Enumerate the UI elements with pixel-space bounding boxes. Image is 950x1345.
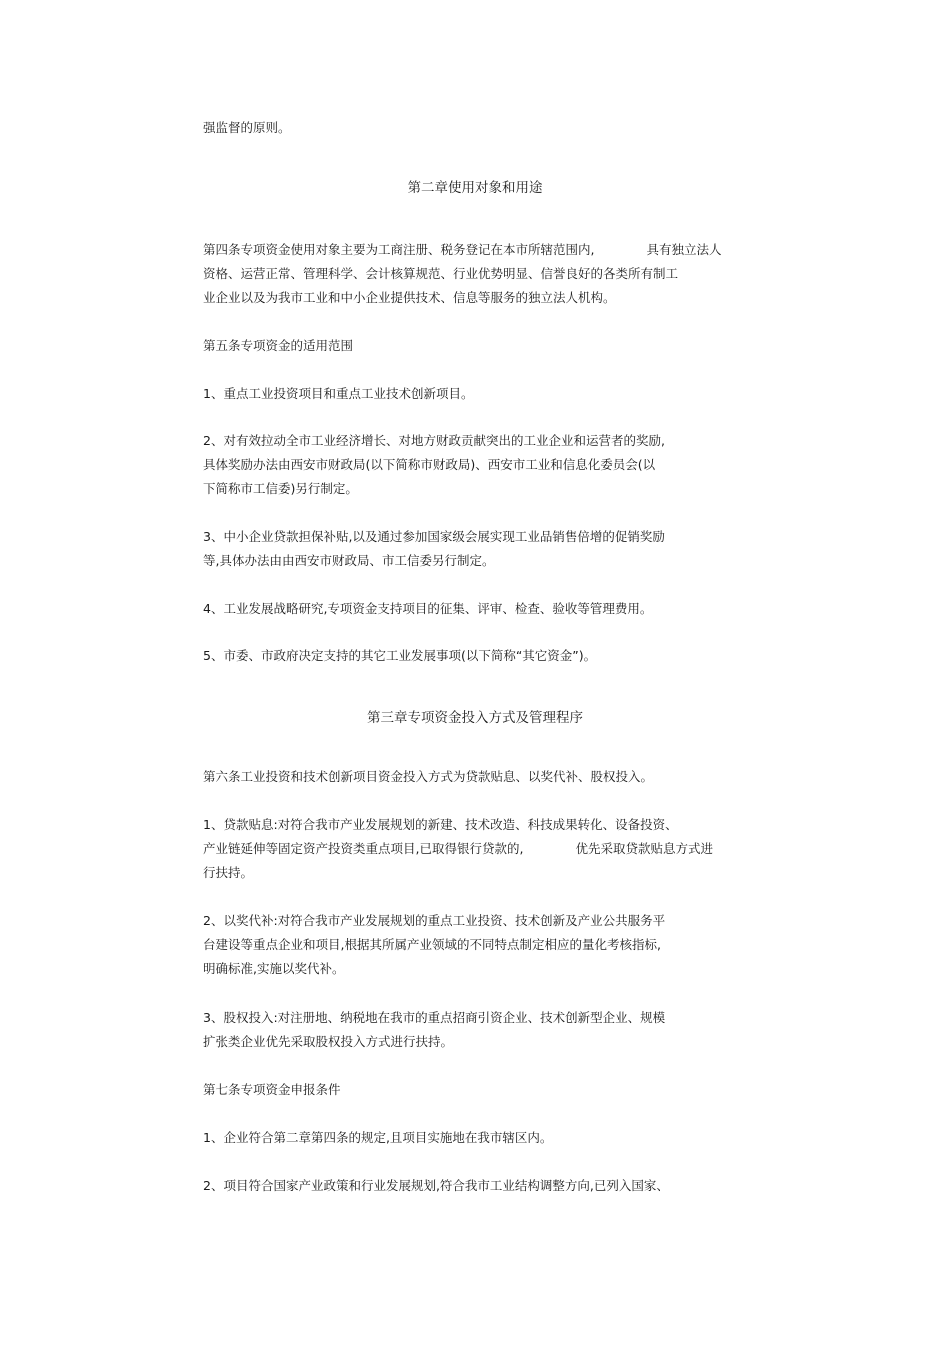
paragraph-line: 资格、运营正常、管理科学、会计核算规范、行业优势明显、信誉良好的各类所有制工 <box>203 266 679 281</box>
paragraph-line: 业企业以及为我市工业和中小企业提供技术、信息等服务的独立法人机构。 <box>203 290 616 305</box>
paragraph-line <box>203 242 722 258</box>
paragraph-line: 等,具体办法由由西安市财政局、市工信委另行制定。 <box>203 553 495 568</box>
paragraph-line: 行扶持。 <box>203 865 254 880</box>
paragraph-line: 扩张类企业优先采取股权投入方式进行扶持。 <box>203 1034 454 1049</box>
list-item: 3、中小企业贷款担保补贴,以及通过参加国家级会展实现工业品销售倍增的促销奖励 <box>203 529 665 544</box>
list-item: 4、工业发展战略研究,专项资金支持项目的征集、评审、检查、验收等管理费用。 <box>203 601 653 616</box>
paragraph-line: 强监督的原则。 <box>203 120 291 135</box>
article-heading: 第五条专项资金的适用范围 <box>203 338 354 353</box>
text-segment: 优先采取贷款贴息方式进 <box>575 841 713 856</box>
paragraph-line: 明确标准,实施以奖代补。 <box>203 961 345 976</box>
list-item: 1、重点工业投资项目和重点工业技术创新项目。 <box>203 386 474 401</box>
list-item: 2、项目符合国家产业政策和行业发展规划,符合我市工业结构调整方向,已列入国家、 <box>203 1178 669 1193</box>
text-segment: 具有独立法人 <box>646 242 722 257</box>
list-item: 5、市委、市政府决定支持的其它工业发展事项(以下简称“其它资金”)。 <box>203 648 597 663</box>
chapter-heading: 第三章专项资金投入方式及管理程序 <box>367 710 583 726</box>
paragraph-line: 下简称市工信委)另行制定。 <box>203 481 358 496</box>
text-segment: 产业链延伸等固定资产投资类重点项目,已取得银行贷款的, <box>203 841 524 856</box>
list-item: 2、对有效拉动全市工业经济增长、对地方财政贡献突出的工业企业和运营者的奖励, <box>203 433 665 448</box>
list-item: 3、股权投入:对注册地、纳税地在我市的重点招商引资企业、技术创新型企业、规模 <box>203 1010 666 1025</box>
paragraph-line: 台建设等重点企业和项目,根据其所属产业领域的不同特点制定相应的量化考核指标, <box>203 937 661 952</box>
chapter-heading: 第二章使用对象和用途 <box>407 180 543 196</box>
article-heading: 第六条工业投资和技术创新项目资金投入方式为贷款贴息、以奖代补、股权投入。 <box>203 769 654 784</box>
list-item: 1、企业符合第二章第四条的规定,且项目实施地在我市辖区内。 <box>203 1130 553 1145</box>
list-item: 2、以奖代补:对符合我市产业发展规划的重点工业投资、技术创新及产业公共服务平 <box>203 913 666 928</box>
list-item: 1、贷款贴息:对符合我市产业发展规划的新建、技术改造、科技成果转化、设备投资、 <box>203 817 678 832</box>
paragraph-line: 具体奖励办法由西安市财政局(以下简称市财政局)、西安市工业和信息化委员会(以 <box>203 457 656 472</box>
paragraph-line <box>203 841 713 857</box>
article-heading: 第七条专项资金申报条件 <box>203 1082 341 1097</box>
text-segment: 第四条专项资金使用对象主要为工商注册、税务登记在本市所辖范围内, <box>203 242 595 257</box>
